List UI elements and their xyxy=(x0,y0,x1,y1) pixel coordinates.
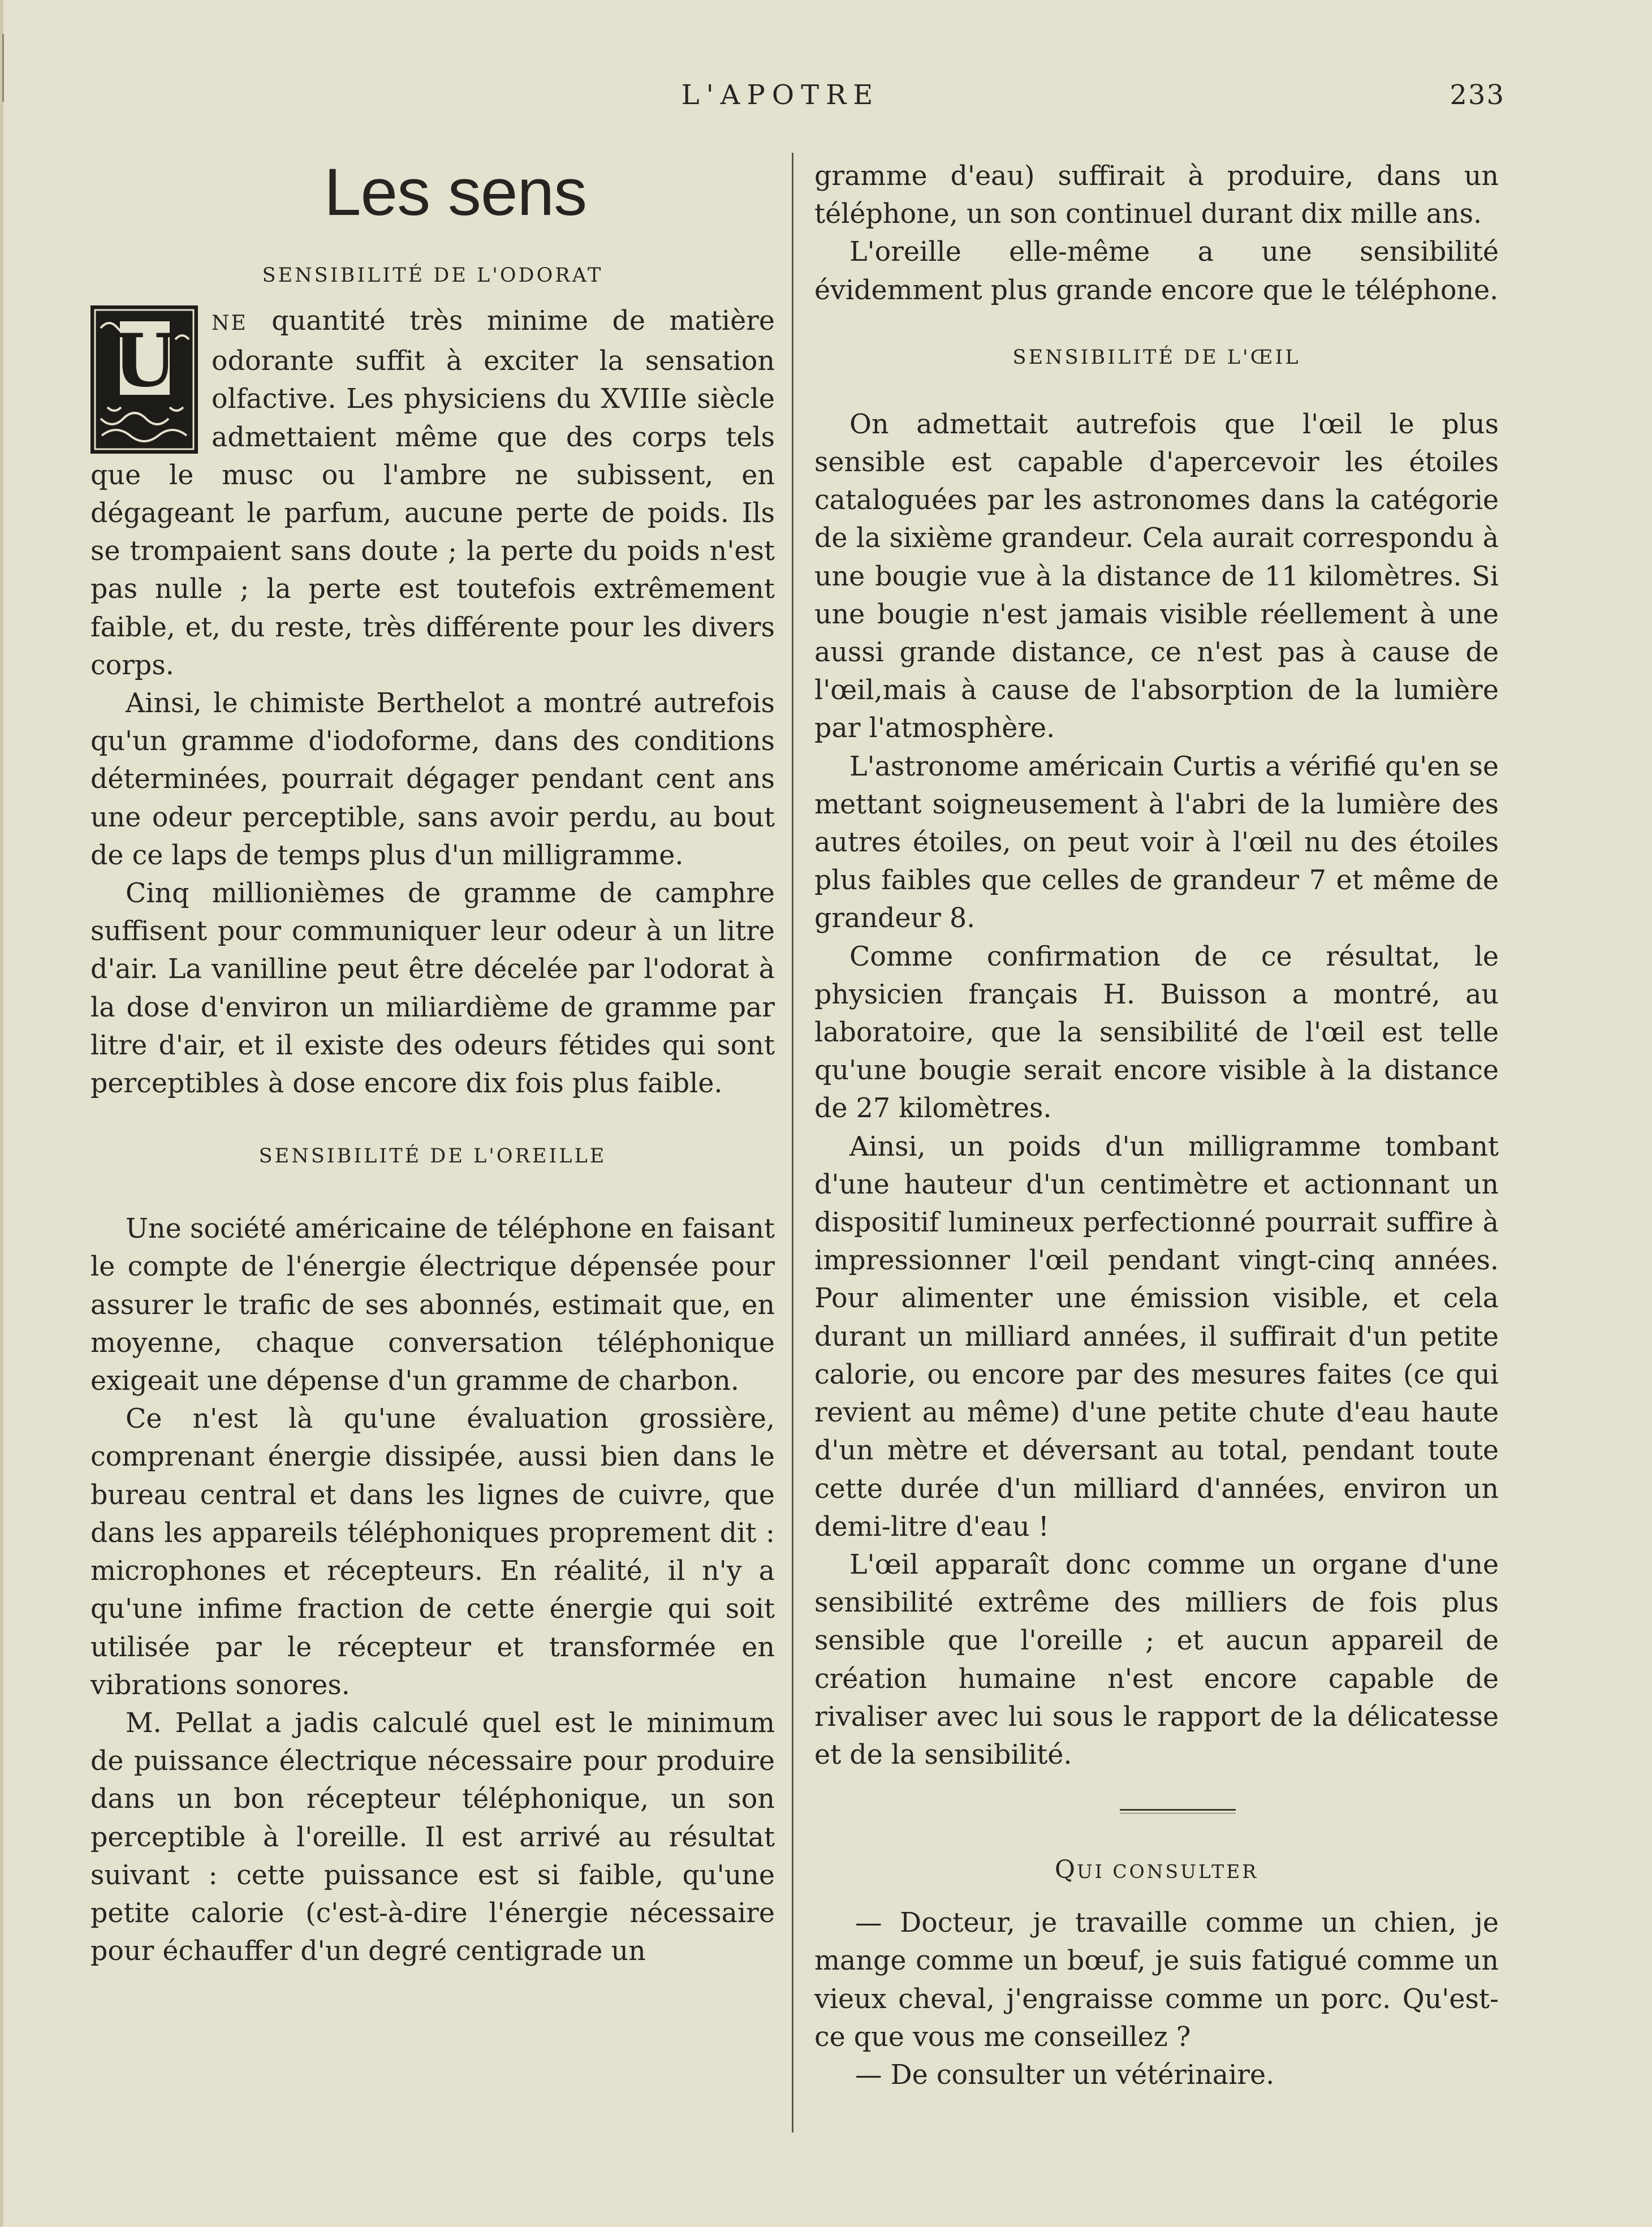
paragraph-continued: gramme d'eau) suffirait à produire, dans un téléphone, un son continuel durant dix mille ans. xyxy=(814,161,1499,230)
paragraph: Ainsi, un poids d'un milligramme tombant d'une hauteur d'un centimètre et actionnant un dispositif lumineux perfectionné pourrait suffire à impressionner l'œil pendant vingt-cinq années. Pour alimenter une émission visible, et cela durant un milliard années, il suffirait d'un petite calorie, ou encore par des mesures faites (ce qui revient au même) d'une petite chute d'eau haute d'un mètre et déversant au total, pendant toute cette durée d'un milliard d'années, environ un demi-litre d'eau ! xyxy=(814,1131,1499,1543)
paragraph: M. Pellat a jadis calculé quel est le minimum de puissance électrique nécessaire pour produire dans un bon récepteur téléphonique, un son perceptible à l'oreille. Il est arrivé au résultat suivant : cette puissance est si faible, qu'une petite calorie (c'est-à-dire l'énergie nécessaire pour échauffer d'un degré centigrade un xyxy=(90,1707,775,1967)
paragraph: On admettait autrefois que l'œil le plus sensible est capable d'apercevoir les étoiles cataloguées par les astronomes dans la catégorie de la sixième grandeur. Cela aurait correspondu à une bougie vue à la distance de 11 kilomètres. Si une bougie n'est jamais visible réellement à une aussi grande distance, ce n'est pas à cause de l'œil,mais à cause de l'absorption de la lumière par l'atmosphère. xyxy=(814,408,1499,744)
paragraph: Une société américaine de téléphone en faisant le compte de l'énergie électrique dépensée pour assurer le trafic de ses abonnés, estimait que, en moyenne, chaque conversation téléphonique exigeait une dépense d'un gramme de charbon. xyxy=(90,1213,775,1397)
paragraph: L'œil apparaît donc comme un organe d'une sensibilité extrême des milliers de fois plus sensible que l'oreille ; et aucun appareil de création humaine n'est encore capable de rivaliser avec lui sous le rapport de la délicatesse et de la sensibilité. xyxy=(814,1549,1499,1771)
page-edge xyxy=(0,0,3,2227)
dialogue-line: — De consulter un vétérinaire. xyxy=(855,2059,1275,2091)
paragraph: L'astronome américain Curtis a vérifié qu'en se mettant soigneusement à l'abri de la lumière des autres étoiles, on peut voir à l'œil nu des étoiles plus faibles que celles de grandeur 7 et même de grandeur 8. xyxy=(814,751,1499,934)
lead-paragraph-block xyxy=(90,302,775,684)
paragraph: Comme confirmation de ce résultat, le physicien français H. Buisson a montré, au laboratoire, que la sensibilité de l'œil est telle qu'une bougie serait encore visible à la distance de 27 kilomètres. xyxy=(814,941,1499,1125)
joke-heading-initial: Q xyxy=(1054,1855,1077,1885)
paragraph: Ce n'est là qu'une évaluation grossière, comprenant énergie dissipée, aussi bien dans le bureau central et dans les lignes de cuivre, que dans les appareils téléphoniques proprement dit : microphones et récepteurs. En réalité, il n'y a qu'une infime fraction de cette énergie qui soit utilisée par le récepteur et transformée en vibrations sonores. xyxy=(90,1403,775,1701)
section-separator-rule xyxy=(814,1774,1499,1842)
lead-text: quantité très minime de matière odorante suffit à exciter la sensation olfactive. Les physiciens du XVIIIe siècle admettaient même que des corps tels que le musc ou l'ambre ne subissent, en dégageant le parfum, aucune perte de poids. Ils se trompaient sans doute ; la perte du poids n'est pas nulle ; la perte est toutefois extrêmement faible, et, du reste, très différente pour les divers corps. xyxy=(90,305,775,681)
article-title: Les sens xyxy=(324,155,587,230)
section-heading-odorat: SENSIBILITÉ DE L'ODORAT xyxy=(262,264,603,287)
section-heading-oeil: SENSIBILITÉ DE L'ŒIL xyxy=(1012,346,1301,369)
paragraph: L'oreille elle-même a une sensibilité évidemment plus grande encore que le téléphone. xyxy=(814,236,1499,306)
ornamental-dropcap xyxy=(90,305,198,454)
left-column xyxy=(90,153,775,1970)
dialogue-line: — Docteur, je travaille comme un chien, je mange comme un bœuf, je suis fatigué comme un vieux cheval, j'engraisse comme un porc. Qu'est-ce que vous me conseillez ? xyxy=(814,1907,1499,2053)
running-header xyxy=(0,79,1652,124)
right-column xyxy=(814,157,1499,2094)
section-heading-oreille: SENSIBILITÉ DE L'OREILLE xyxy=(258,1145,607,1168)
joke-dialogue xyxy=(814,1904,1499,2094)
joke-heading-rest: UI CONSULTER xyxy=(1076,1860,1259,1883)
column-divider xyxy=(792,153,793,2133)
running-title: L'APOTRE xyxy=(681,79,880,111)
dropcap-letter: U xyxy=(113,318,176,403)
paragraph: Ainsi, le chimiste Berthelot a montré autrefois qu'un gramme d'iodoforme, dans des conditions déterminées, pourrait dégager pendant cent ans une odeur perceptible, sans avoir perdu, au bout de ce laps de temps plus d'un milligramme. xyxy=(90,688,775,871)
paragraph: Cinq millionièmes de gramme de camphre suffisent pour communiquer leur odeur à un litre d'air. La vanilline peut être décelée par l'odorat à la dose d'environ un miliardième de gramme par litre d'air, et il existe des odeurs fétides qui sont perceptibles à dose encore dix fois plus faible. xyxy=(90,878,775,1100)
joke-heading xyxy=(814,1842,1499,1904)
page-number: 233 xyxy=(1450,79,1505,111)
dropcap-ornament-icon xyxy=(90,305,198,454)
lead-smallcaps: NE xyxy=(212,312,248,335)
